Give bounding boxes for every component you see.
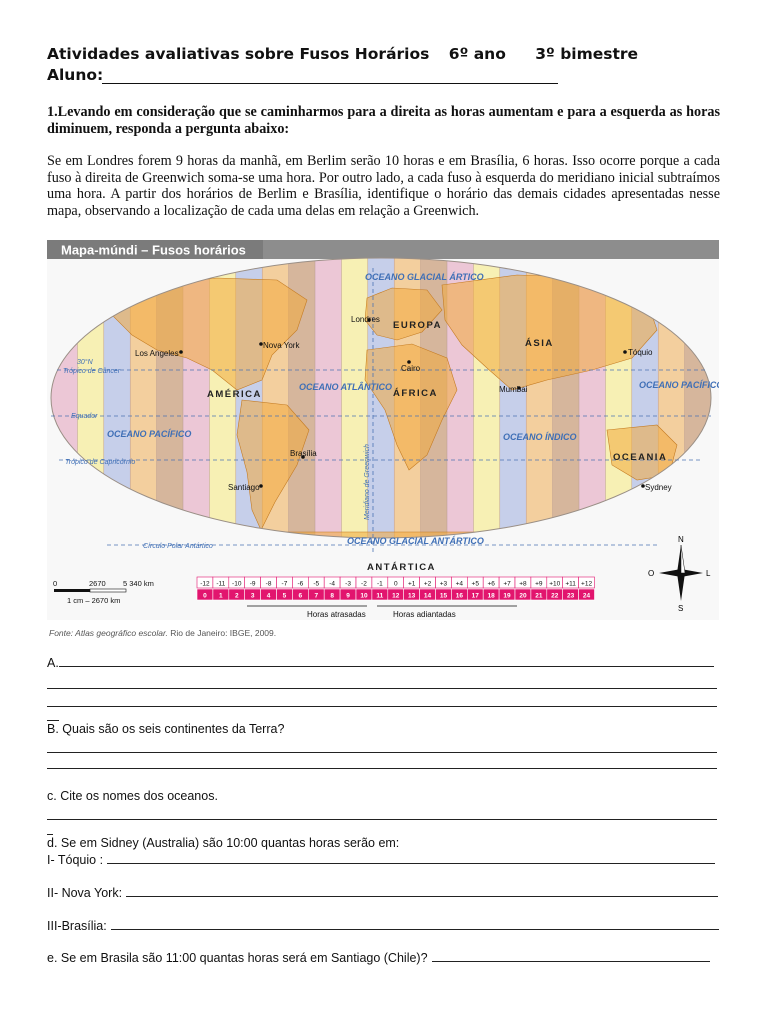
question-d1-label: I- Tóquio : <box>47 853 104 867</box>
america-label: AMÉRICA <box>207 389 262 400</box>
hour-label: 19 <box>503 592 511 600</box>
map-source-rest: Rio de Janeiro: IBGE, 2009. <box>167 628 277 638</box>
offset-label: +9 <box>535 580 543 588</box>
question-d: d. Se em Sidney (Australia) são 10:00 quantas horas serão em: <box>47 836 400 850</box>
term-label: 3º bimestre <box>535 45 639 63</box>
offset-label: +3 <box>439 580 448 588</box>
pacific-ocean-west-label: OCEANO PACÍFICO <box>107 429 192 439</box>
hour-label: 2 <box>234 592 239 600</box>
hour-label: 21 <box>535 592 543 600</box>
question-c: c. Cite os nomes dos oceanos. <box>47 789 218 803</box>
city-cairo: Cairo <box>401 364 421 373</box>
hour-label: 12 <box>392 592 400 600</box>
question-1-text: Se em Londres forem 9 horas da manhã, em Berlim serão 10 horas e em Brasília, 6 horas. Isso ocorre porque a cada fuso à direita de Greenwich soma-se uma hora. Por outro lado, a cada fuso à esquerda do meridiano inicial subtraímos uma hora. A partir dos horários de Berlim e Brasília, identifique o horário das demais cidades apresentadas nesse mapa, observando a localização de cada uma delas em relação a Greenwich. <box>47 153 720 219</box>
answer-a-label: A. <box>47 656 59 670</box>
latitude-30n-label: 30°N <box>77 359 93 366</box>
polar-circle-label: Círculo Polar Antártico <box>143 543 213 550</box>
scale-tick-2: 5 340 km <box>123 579 154 588</box>
question-e-label: e. Se em Brasila são 11:00 quantas horas será em Santiago (Chile)? <box>47 951 428 965</box>
europe-label: EUROPA <box>393 320 442 331</box>
pacific-ocean-east-label: OCEANO PACÍFICO <box>639 380 719 390</box>
city-los-angeles: Los Angeles <box>135 349 179 358</box>
offset-label: -12 <box>200 580 210 588</box>
compass-south: S <box>678 604 684 613</box>
answer-c-line-1[interactable] <box>47 819 717 820</box>
offset-label: 0 <box>393 580 398 588</box>
offset-label: +1 <box>407 580 416 588</box>
answer-b-line-2[interactable] <box>47 768 717 769</box>
hour-label: 4 <box>266 592 271 600</box>
offset-label: +6 <box>487 580 495 588</box>
hour-label: 7 <box>314 592 319 600</box>
africa-label: ÁFRICA <box>393 388 438 399</box>
indian-ocean-label: OCEANO ÍNDICO <box>503 432 577 442</box>
offset-label: -9 <box>249 580 256 588</box>
map-source-italic: Fonte: Atlas geográfico escolar. <box>49 628 168 638</box>
scale-note: 1 cm – 2670 km <box>67 596 121 605</box>
city-brasilia: Brasília <box>290 449 317 458</box>
hour-label: 5 <box>282 592 287 600</box>
offset-label: -7 <box>281 580 288 588</box>
offset-label: -5 <box>313 580 320 588</box>
offset-label: +4 <box>455 580 464 588</box>
atlantic-ocean-label: OCEANO ATLÂNTICO <box>299 382 392 392</box>
offset-label: +10 <box>549 580 561 588</box>
equator-label: Equador <box>71 413 98 420</box>
scale-tick-1: 2670 <box>89 579 106 588</box>
offset-label: +12 <box>581 580 593 588</box>
offset-label: -4 <box>329 580 336 588</box>
city-tokyo: Tóquio <box>628 348 653 357</box>
behind-hours-label: Horas atrasadas <box>307 610 366 619</box>
worksheet-title: Atividades avaliativas sobre Fusos Horários <box>47 45 430 63</box>
hour-row <box>197 589 595 600</box>
hour-label: 3 <box>250 592 255 600</box>
question-d2-label: II- Nova York: <box>47 886 123 900</box>
time-zone-band <box>315 258 342 540</box>
hour-label: 10 <box>360 592 368 600</box>
utc-offset-row <box>197 577 595 588</box>
answer-a-line-4[interactable] <box>47 720 59 721</box>
southern-ocean-label: OCEANO GLACIAL ANTÁRTICO <box>347 536 484 546</box>
greenwich-label: Meridiano de Greenwich <box>364 444 371 520</box>
tropic-cancer-label: Trópico de Câncer <box>63 368 121 375</box>
hour-label: 23 <box>567 592 575 600</box>
city-mumbai: Mumbai <box>499 385 528 394</box>
offset-label: +2 <box>423 580 432 588</box>
world-time-zone-map <box>47 240 719 640</box>
offset-label: +11 <box>565 580 576 588</box>
question-d3-line[interactable] <box>47 919 719 933</box>
answer-b-line-1[interactable] <box>47 752 717 753</box>
question-b: B. Quais são os seis continentes da Terra? <box>47 722 285 736</box>
answer-c-line-2[interactable] <box>47 834 53 835</box>
svg-text:Fonte: Atlas geográfico escola <box>49 628 276 638</box>
question-1-prompt: 1.Levando em consideração que se caminharmos para a direita as horas aumentam e para a esquerda as horas diminuem, responda a pergunta abaixo: <box>47 104 720 137</box>
offset-label: +7 <box>503 580 511 588</box>
map-title: Mapa-múndi – Fusos horários <box>61 242 246 258</box>
antarctica-label: ANTÁRTICA <box>367 562 436 573</box>
ahead-hours-label: Horas adiantadas <box>393 610 456 619</box>
city-new-york: Nova York <box>263 341 300 350</box>
student-name-line[interactable] <box>102 83 558 84</box>
hour-label: 9 <box>346 592 350 600</box>
hour-label: 0 <box>203 592 207 600</box>
hour-label: 15 <box>439 592 448 600</box>
answer-a-line[interactable] <box>47 656 717 670</box>
offset-label: +8 <box>519 580 527 588</box>
offset-label: -8 <box>265 580 272 588</box>
hour-label: 24 <box>582 592 591 600</box>
scale-tick-0: 0 <box>53 579 58 588</box>
student-label: Aluno: <box>47 66 104 84</box>
offset-label: -1 <box>376 580 383 588</box>
hour-label: 11 <box>376 592 384 600</box>
city-santiago: Santiago <box>228 483 260 492</box>
asia-label: ÁSIA <box>525 338 554 349</box>
offset-label: -11 <box>216 580 226 588</box>
hour-label: 22 <box>551 592 559 600</box>
offset-label: -10 <box>232 580 242 588</box>
hour-label: 6 <box>298 592 303 600</box>
hour-label: 18 <box>487 592 495 600</box>
question-d2-line[interactable] <box>47 886 719 900</box>
oceania-label: OCEANIA <box>613 452 668 463</box>
hour-label: 14 <box>423 592 432 600</box>
answer-a-line-2[interactable] <box>47 688 717 689</box>
offset-label: +5 <box>471 580 479 588</box>
offset-label: -3 <box>345 580 351 588</box>
compass-north: N <box>678 535 684 544</box>
compass-east: L <box>706 569 711 578</box>
hour-label: 17 <box>471 592 479 600</box>
grade-label: 6º ano <box>448 45 506 63</box>
tropic-capricorn-label: Trópico de Capricórnio <box>65 459 136 466</box>
hour-label: 1 <box>219 592 223 600</box>
hour-label: 8 <box>330 592 334 600</box>
arctic-ocean-label: OCEANO GLACIAL ÁRTICO <box>365 272 484 282</box>
hour-label: 16 <box>455 592 463 600</box>
question-e-line[interactable] <box>47 951 717 965</box>
compass-west: O <box>648 569 655 578</box>
city-sydney: Sydney <box>645 483 672 492</box>
hour-label: 20 <box>519 592 527 600</box>
question-d1-line[interactable] <box>47 853 717 867</box>
city-london: Londres <box>351 315 380 324</box>
answer-a-line-3[interactable] <box>47 706 717 707</box>
hour-label: 13 <box>408 592 416 600</box>
question-d3-label: III-Brasília: <box>47 919 107 933</box>
offset-label: -6 <box>297 580 304 588</box>
offset-label: -2 <box>361 580 367 588</box>
